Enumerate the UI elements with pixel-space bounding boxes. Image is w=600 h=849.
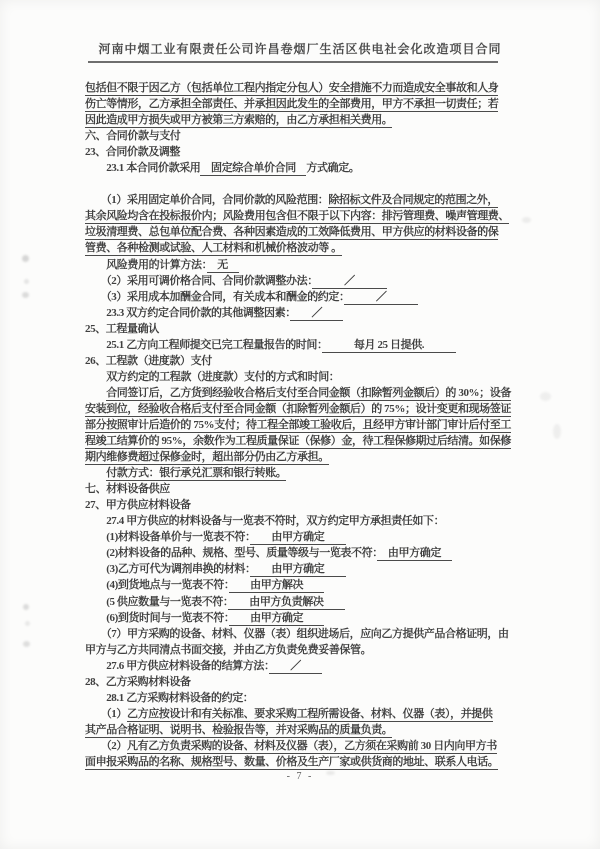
document-line: [85, 289, 525, 305]
text-segment: 27.6 甲方供应材料设备的结算方法：: [85, 659, 270, 672]
filled-blank-text: 乙方应按设计和有关标准、要求采购工程所需设备、材料、仪器（表），并提供: [127, 707, 493, 720]
filled-blank-text: 由甲方确定: [250, 531, 346, 544]
title-divider-rule: [88, 61, 498, 63]
text-segment: (5 供应数量与一览表不符：: [85, 595, 229, 608]
document-line: [85, 321, 525, 337]
filled-blank-text: 伤亡等情形，乙方承担全部责任、并承担因此发生的全部费用，甲方不承担一切责任；若: [85, 98, 499, 111]
text-segment: 26、工程款（进度款）支付: [85, 354, 212, 367]
scan-artifact: [326, 771, 335, 775]
document-line: [85, 577, 525, 593]
document-line: [85, 80, 525, 96]
filled-blank-text: 包括但不限于因乙方（包括单位工程内指定分包人）安全措施不力而造成安全事故和人身: [85, 82, 499, 94]
document-line: [85, 160, 525, 176]
filled-blank-text: 由甲方确定: [377, 547, 452, 560]
page-number: - 7 -: [286, 771, 314, 782]
document-line: [85, 754, 525, 770]
text-segment: 27、甲方供应材料设备: [85, 499, 191, 512]
filled-blank-text: 无: [206, 258, 239, 271]
text-segment: 28.1 乙方采购材料设备的约定：: [85, 691, 254, 704]
document-line: [85, 401, 525, 417]
scan-artifact: [22, 292, 29, 298]
document-line: [85, 529, 525, 545]
document-line: [85, 176, 525, 192]
document-line: [85, 96, 525, 112]
document-line: [85, 433, 525, 449]
scan-artifact: [24, 279, 29, 284]
document-title: 河南中烟工业有限责任公司许昌卷烟厂生活区供电社会化改造项目合同: [98, 42, 502, 56]
scan-artifact: [540, 392, 551, 401]
text-segment: (1)材料设备单价与一览表不符：: [85, 531, 251, 544]
filled-blank-text: 垃圾清理费、总包单位配合费、各种因素造成的工效降低费用、甲方供应的材料设备的保: [85, 226, 499, 239]
filled-blank-text: 其余风险均含在投标报价内；风险费用包含但不限于以下内容：排污管理费、噪声管理费、: [85, 210, 509, 223]
scan-artifact: [23, 641, 30, 647]
document-line: [85, 192, 525, 208]
filled-blank-text: 面申报采购品的名称、规格型号、数量、价格及生产厂家或供货商的地址、联系人电话。: [85, 755, 499, 768]
document-line: [85, 240, 525, 256]
filled-blank-text: 因此造成甲方损失或甲方被第三方索赔的，由乙方承担相关费用。: [85, 114, 393, 127]
text-segment: （2）: [85, 739, 127, 752]
document-line: [85, 112, 525, 128]
filled-blank-text: 其产品合格证明、说明书、检验报告等，并对采购品的质量负责。: [85, 723, 393, 736]
text-segment: （3）采用成本加酬金合同，有关成本和酬金的约定：: [85, 290, 345, 303]
filled-blank-text: 安装到位，经验收合格后支付至合同金额（扣除暂列金额后）的 75%；设计变更和现场签证: [85, 402, 511, 415]
filled-blank-text: ／: [269, 659, 323, 672]
document-line: [85, 257, 525, 273]
document-line: [85, 658, 525, 674]
document-line: [85, 626, 525, 642]
filled-blank-text: 由甲方确定: [250, 563, 346, 576]
document-line: [85, 722, 525, 738]
filled-blank-text: ／: [344, 290, 419, 303]
text-segment: 27.4 甲方供应的材料设备与一览表不符时，双方约定甲方承担责任如下：: [85, 515, 445, 528]
filled-blank-text: 凡有乙方负责采购的设备、材料及仪器（表），乙方须在采购前 30 日内向甲方书: [127, 739, 497, 752]
text-segment: [85, 387, 106, 399]
text-segment: 风险费用的计算方法：: [85, 258, 207, 271]
text-segment: 23.1 本合同价款采用: [85, 162, 201, 175]
text-segment: 七、材料设备供应: [85, 483, 170, 496]
filled-blank-text: 由甲方解决: [228, 579, 325, 592]
text-segment: 28、乙方采购材料设备: [85, 675, 191, 688]
scan-artifact: [23, 604, 29, 610]
document-line: [85, 353, 525, 369]
document-line: [85, 465, 525, 481]
filled-blank-text: 除招标文件及合同规定的范围之外，: [328, 194, 499, 207]
text-segment: (2)材料设备的品种、规格、型号、质量等级与一览表不符：: [85, 547, 378, 560]
text-segment: （2）采用可调价格合同、合同价款调整办法：: [85, 274, 313, 287]
document-line: [85, 674, 525, 690]
document-line: [85, 561, 525, 577]
document-line: [85, 610, 525, 626]
document-line: [85, 642, 525, 658]
contract-body: [85, 80, 525, 770]
filled-blank-text: 期内维修费超过保修金时，超出部分仍由乙方承担。: [85, 451, 329, 464]
document-line: [85, 481, 525, 497]
filled-blank-text: ／: [312, 274, 387, 287]
document-line: [85, 369, 525, 385]
text-segment: 六、合同价款与支付: [85, 130, 181, 143]
filled-blank-text: ／: [290, 306, 344, 319]
scan-artifact: [25, 621, 30, 626]
document-line: [85, 417, 525, 433]
text-segment: 25、工程量确认: [85, 322, 159, 335]
text-segment: (4)到货地点与一览表不符：: [85, 579, 229, 592]
filled-blank-text: 付款方式：银行承兑汇票和银行转账。: [106, 467, 287, 480]
document-line: [85, 128, 525, 144]
text-segment: (6)到货时间与一览表不符：: [85, 611, 229, 624]
text-segment: （7）甲方采购的设备、材料、仪器（表）组织进场后，应向乙方提供产品合格证明，由: [85, 627, 509, 640]
text-segment: （1）: [85, 707, 127, 720]
document-line: [85, 144, 525, 160]
filled-blank-text: 每月 25 日提供.: [322, 338, 456, 351]
document-line: [85, 545, 525, 561]
document-line: [85, 337, 525, 353]
filled-blank-text: 管费、各种检测或试验、人工材料和机械价格波动等 。: [85, 242, 342, 255]
text-segment: 23、合同价款及调整: [85, 146, 180, 159]
document-line: [85, 513, 525, 529]
text-segment: 双方约定的工程款（进度款）支付的方式和时间：: [85, 370, 340, 383]
text-segment: 甲方与乙方共同清点书面交接，并由乙方负责免费妥善保管。: [85, 643, 372, 656]
document-line: [85, 497, 525, 513]
filled-blank-text: 程竣工结算价的 95%，余数作为工程质量保证（保修）金，待工程保修期过后结清。如保修: [85, 435, 511, 448]
text-segment: (3)乙方可代为调剂串换的材料：: [85, 563, 251, 576]
filled-blank-text: 合同签订后，乙方货到经验收合格后支付至合同金额（扣除暂列金额后）的 30%；设备: [106, 386, 511, 399]
filled-blank-text: 由甲方负责解决: [228, 595, 345, 608]
text-segment: （1）采用固定单价合同，合同价款的风险范围：: [85, 194, 329, 207]
text-segment: 23.3 双方约定合同价款的其他调整因素：: [85, 306, 291, 319]
document-line: [85, 690, 525, 706]
document-line: [85, 706, 525, 722]
document-line: [85, 738, 525, 754]
scan-artifact: [553, 424, 561, 439]
text-segment: 方式确定。: [306, 162, 360, 175]
document-line: [85, 273, 525, 289]
text-segment: [85, 467, 106, 479]
document-line: [85, 208, 525, 224]
document-line: [85, 305, 525, 321]
scan-artifact: [22, 255, 29, 262]
text-segment: 25.1 乙方向工程师提交已完工程量报告的时间：: [85, 338, 323, 351]
filled-blank-text: 部分按照审计后造价的 75%支付；待工程全部竣工验收后，且经甲方审计部门审计后付至工: [85, 418, 511, 431]
filled-blank-text: 由甲方确定: [228, 611, 325, 624]
document-line: [85, 449, 525, 465]
document-line: [85, 224, 525, 240]
filled-blank-text: 固定综合单价合同: [200, 162, 307, 175]
document-line: [85, 385, 525, 401]
document-line: [85, 594, 525, 610]
scan-artifact: [522, 217, 531, 223]
